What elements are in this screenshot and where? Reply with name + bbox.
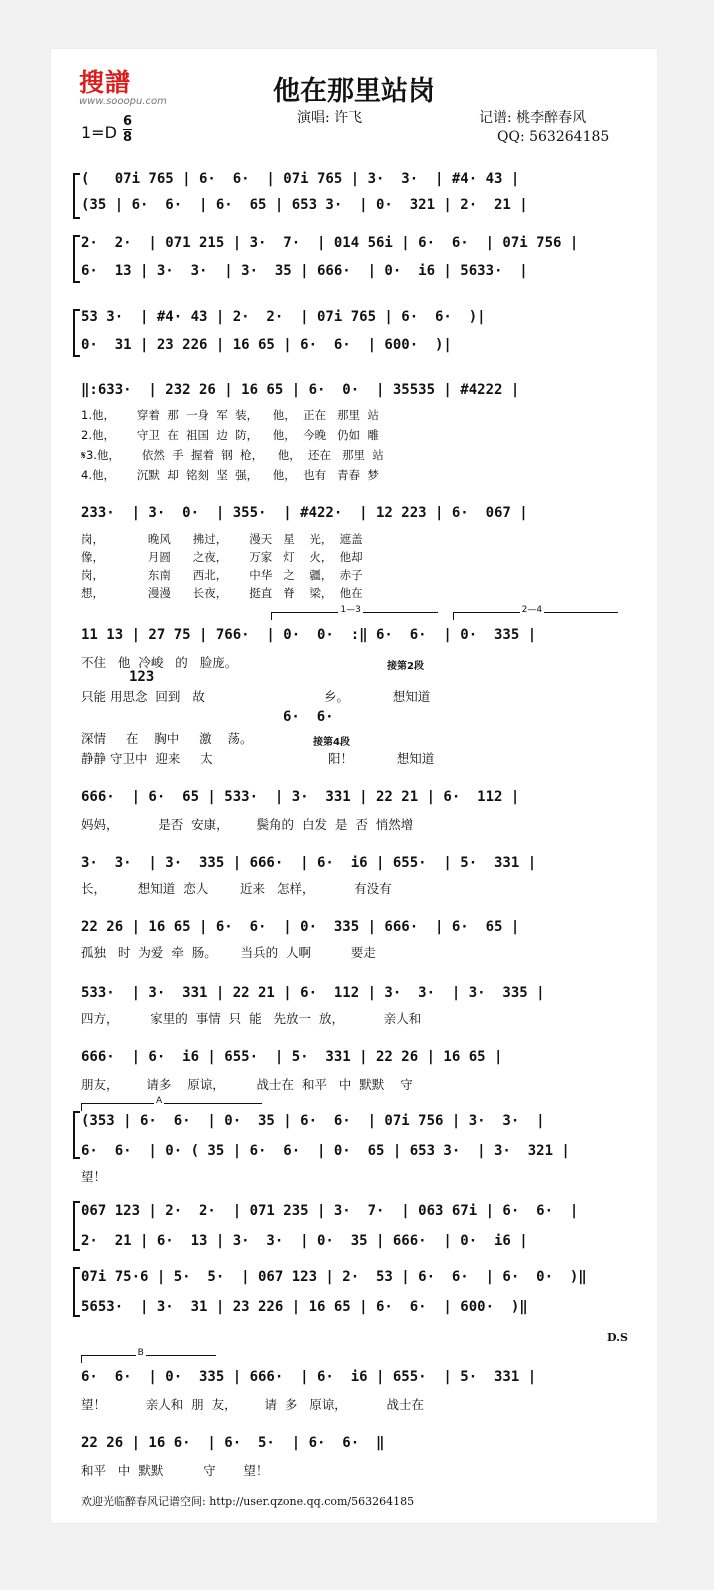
chorus-lyric-2: 长， 想知道 恋人 近来 怎样， 有没有 bbox=[81, 881, 392, 896]
section-a-row-4: 5653· | 3· 31 | 23 226 | 16 65 | 6· 6· | 600· )‖ bbox=[81, 1299, 627, 1315]
chorus-lyric-1: 妈妈， 是否 安康， 鬓角的 白发 是 否 悄然增 bbox=[81, 817, 414, 832]
chorus-lyric-3: 孤独 时 为爱 牵 肠。 当兵的 人啊 要走 bbox=[81, 945, 376, 960]
verse2-lyric-2: 像， 月圆 之夜， 万家 灯 火， 他却 bbox=[81, 550, 363, 564]
section-a-lower: 6· 6· | 0· ( 35 | 6· 6· | 0· 65 | 653 3· | 3· 321 | bbox=[81, 1143, 627, 1159]
verse-notes-3: 11 13 | 27 75 | 766· | 0· 0· :‖ 6· 6· | 0· 335 | bbox=[81, 627, 627, 643]
verse-lyric-2: 2.他， 守卫 在 祖国 边 防， 他， 今晚 仍如 雕 bbox=[81, 428, 379, 442]
intro-upper-3: 53 3· | #4· 43 | 2· 2· | 07i 765 | 6· 6· )| bbox=[81, 309, 627, 325]
intro-upper-2: 2· 2· | 071 215 | 3· 7· | 014 56i | 6· 6· | 07i 756 | bbox=[81, 235, 627, 251]
intro-lower-3: 0· 31 | 23 226 | 16 65 | 6· 6· | 600· )| bbox=[81, 337, 627, 353]
intro-lower-2: 6· 13 | 3· 3· | 3· 35 | 666· | 0· i6 | 5633· | bbox=[81, 263, 627, 279]
verse-lyric-3: 𝄋3.他， 依然 手 握着 钢 枪， 他， 还在 那里 站 bbox=[81, 448, 384, 462]
section-b-notes-2: 22 26 | 16 6· | 6· 5· | 6· 6· ‖ bbox=[81, 1435, 627, 1451]
first-ending-bracket: 1—3 bbox=[271, 612, 438, 620]
section-a-upper: (353 | 6· 6· | 0· 35 | 6· 6· | 07i 756 | 3· 3· | bbox=[81, 1113, 627, 1129]
section-b-lyric-1: 望！ 亲人和 朋 友， 请 多 原谅， 战士在 bbox=[81, 1397, 425, 1412]
dal-segno-mark: D.S bbox=[607, 1331, 628, 1344]
logo-url: www.sooopu.com bbox=[79, 96, 167, 107]
system-brace bbox=[73, 235, 80, 283]
chorus-lyric-5: 朋友， 请多 原谅， 战士在 和平 中 默默 守 bbox=[81, 1077, 413, 1092]
verse-notes-2: 233· | 3· 0· | 355· | #422· | 12 223 | 6· 067 | bbox=[81, 505, 627, 521]
chorus-lyric-4: 四方， 家里的 事情 只 能 先放一 放， 亲人和 bbox=[81, 1011, 422, 1026]
system-brace bbox=[73, 173, 80, 219]
qq-number: QQ: 563264185 bbox=[497, 129, 610, 145]
time-denominator: 8 bbox=[123, 130, 133, 145]
section-a-lyric: 望！ bbox=[81, 1169, 107, 1184]
second-ending-bracket: 2—4 bbox=[453, 612, 618, 620]
song-title: 他在那里站岗 bbox=[273, 76, 435, 107]
section-a-row-1: 067 123 | 2· 2· | 071 235 | 3· 7· | 063 67i | 6· 6· | bbox=[81, 1203, 627, 1219]
system-brace bbox=[73, 309, 80, 357]
chorus-notes-4: 533· | 3· 331 | 22 21 | 6· 112 | 3· 3· | 3· 335 | bbox=[81, 985, 627, 1001]
ending-lyric-1: 不住 他 冷峻 的 脸庞。 bbox=[81, 655, 238, 670]
system-brace bbox=[73, 1267, 80, 1317]
footer-link[interactable]: 欢迎光临醉春风记谱空间: http://user.qzone.qq.com/563264185 bbox=[81, 1495, 415, 1508]
section-a-row-3: 07i 75·6 | 5· 5· | 067 123 | 2· 53 | 6· 6· | 6· 0· )‖ bbox=[81, 1269, 627, 1285]
notator-credit: 记谱: 桃李醉春风 bbox=[479, 110, 587, 126]
section-a-row-2: 2· 21 | 6· 13 | 3· 3· | 0· 35 | 666· | 0· i6 | bbox=[81, 1233, 627, 1249]
ending-lyric-2: 只能 用思念 回到 故 乡。 想知道 bbox=[81, 689, 431, 704]
score-sheet bbox=[50, 48, 658, 1524]
system-brace bbox=[73, 1201, 80, 1251]
alt-notes-123: 123 bbox=[129, 669, 189, 685]
ending-lyric-3: 深情 在 胸中 激 荡。 bbox=[81, 731, 253, 746]
singer-credit: 演唱: 许飞 bbox=[297, 110, 363, 126]
logo-text: 搜譜 bbox=[79, 68, 132, 97]
verse-lyric-4: 4.他， 沉默 却 铭刻 坚 强， 他， 也有 青春 梦 bbox=[81, 468, 379, 482]
alt-notes-66: 6· 6· bbox=[283, 709, 363, 725]
section-b-bracket: B bbox=[81, 1355, 216, 1363]
chorus-notes-2: 3· 3· | 3· 335 | 666· | 6· i6 | 655· | 5· 331 | bbox=[81, 855, 627, 871]
ending-lyric-4: 静静 守卫中 迎来 太 阳！ 想知道 bbox=[81, 751, 435, 766]
verse2-lyric-1: 岗， 晚风 拂过， 漫天 星 光， 遮盖 bbox=[81, 532, 363, 546]
verse2-lyric-4: 想， 漫漫 长夜， 挺直 脊 梁， 他在 bbox=[81, 586, 363, 600]
intro-upper-1: ( 07i 765 | 6· 6· | 07i 765 | 3· 3· | #4· 43 | bbox=[81, 171, 627, 187]
section-a-bracket: A bbox=[81, 1103, 262, 1111]
jump-to-4-note: 接第4段 bbox=[313, 737, 350, 748]
chorus-notes-3: 22 26 | 16 65 | 6· 6· | 0· 335 | 666· | 6· 65 | bbox=[81, 919, 627, 935]
verse-lyric-1: 1.他， 穿着 那 一身 军 装， 他， 正在 那里 站 bbox=[81, 408, 379, 422]
jump-to-2-note: 接第2段 bbox=[387, 661, 424, 672]
section-b-lyric-2: 和平 中 默默 守 望！ bbox=[81, 1463, 269, 1478]
verse-notes-1: ‖:633· | 232 26 | 16 65 | 6· 0· | 35535 | #4222 | bbox=[81, 382, 627, 398]
intro-lower-1: (35 | 6· 6· | 6· 65 | 653 3· | 0· 321 | 2· 21 | bbox=[81, 197, 627, 213]
verse2-lyric-3: 岗， 东南 西北， 中华 之 疆， 赤子 bbox=[81, 568, 363, 582]
time-numerator: 6 bbox=[123, 114, 133, 129]
system-brace bbox=[73, 1111, 80, 1159]
chorus-notes-1: 666· | 6· 65 | 533· | 3· 331 | 22 21 | 6· 112 | bbox=[81, 789, 627, 805]
section-b-notes-1: 6· 6· | 0· 335 | 666· | 6· i6 | 655· | 5· 331 | bbox=[81, 1369, 627, 1385]
chorus-notes-5: 666· | 6· i6 | 655· | 5· 331 | 22 26 | 16 65 | bbox=[81, 1049, 627, 1065]
key-signature: 1=D bbox=[81, 123, 117, 142]
time-signature bbox=[123, 115, 132, 144]
